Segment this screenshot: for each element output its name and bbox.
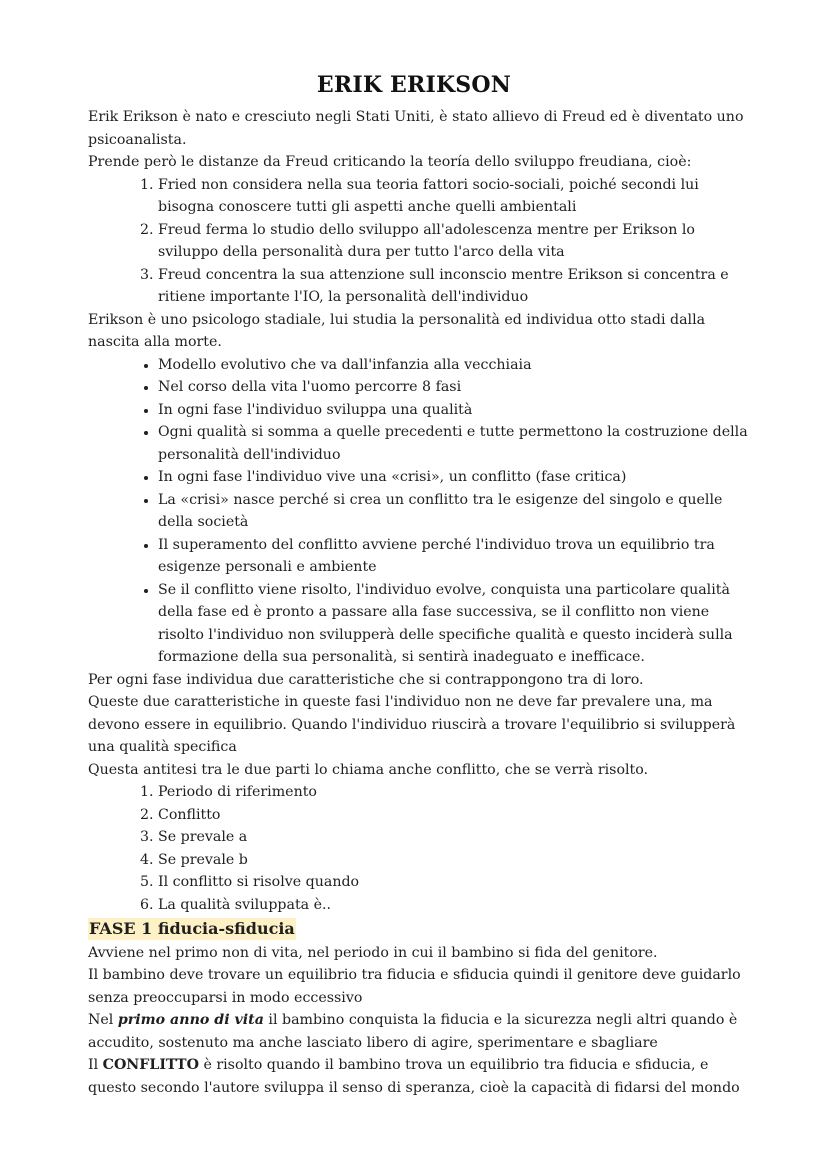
text-span: Il [88,1057,103,1073]
criticisms-list [88,174,748,309]
stages-intro-paragraph: Erikson è uno psicologo stadiale, lui studia la personalità ed individua otto stadi dalla nascita alla morte. [88,311,706,350]
list-item: 1. Periodo di riferimento [158,781,748,804]
emphasis-conflict: CONFLITTO [102,1057,199,1073]
list-item: 3. Freud concentra la sua attenzione sull inconscio mentre Erikson si concentra e ritiene importante l'IO, la personalità dell'individuo [158,264,748,309]
list-item: 4. Se prevale b [158,849,748,872]
emphasis-first-year: primo anno di vita [117,1012,264,1028]
text-span: è risolto quando il bambino trova un equilibrio tra fiducia e sfiducia, e questo secondo l'autore sviluppa il senso di speranza, cioè la capacità di fidarsi del mondo [88,1057,740,1096]
list-item: • Modello evolutivo che va dall'infanzia alla vecchiaia [158,354,748,377]
list-item: 5. Il conflitto si risolve quando [158,871,748,894]
phase-1-heading-row [88,916,748,942]
list-item: • La «crisi» nasce perché si crea un conflitto tra le esigenze del singolo e quelle della società [158,489,748,534]
list-item: 6. La qualità sviluppata è.. [158,894,748,917]
middle-paragraph-2: Queste due caratteristiche in queste fasi l'individuo non ne deve far prevalere una, ma devono essere in equilibrio. Quando l'individuo riuscirà a trovare l'equilibrio si svilupperà una qualità specifica [88,694,736,755]
text-span: Nel [88,1012,118,1028]
phase-1-paragraph-1: Avviene nel primo non di vita, nel periodo in cui il bambino si fida del genitore. [88,944,658,961]
steps-list [88,781,748,916]
intro-paragraph-2: Prende però le distanze da Freud criticando la teoría dello sviluppo freudiana, cioè: [88,154,692,170]
list-item: 1. Fried non considera nella sua teoria fattori socio-sociali, poiché secondi lui bisogna conoscere tutti gli aspetti anche quelli ambientali [158,174,748,219]
document-body [88,106,748,1099]
text-span: il bambino conquista la fiducia e la sicurezza negli altri quando è accudito, sostenuto ma anche lasciato libero di agire, sperimentare e sbagliare [88,1012,738,1051]
list-item: • Nel corso della vita l'uomo percorre 8 fasi [158,376,748,399]
list-item: • Ogni qualità si somma a quelle precedenti e tutte permettono la costruzione della personalità dell'individuo [158,421,748,466]
list-item: • In ogni fase l'individuo vive una «crisi», un conflitto (fase critica) [158,466,748,489]
phase-1-paragraph-4 [88,1054,748,1099]
middle-paragraph-1: Per ogni fase individua due caratteristiche che si contrappongono tra di loro. [88,671,644,688]
page-title: ERIK ERIKSON [316,72,512,98]
list-item: • Il superamento del conflitto avviene perché l'individuo trova un equilibrio tra esigenze personali e ambiente [158,534,748,579]
list-item: • Se il conflitto viene risolto, l'individuo evolve, conquista una particolare qualità della fase ed è pronto a passare alla fase successiva, se il conflitto non viene risolto l'individuo non svilupperà delle specifiche qualità e questo inciderà sulla formazione della sua personalità, si sentirà inadeguato e inefficace. [158,579,748,669]
list-item: • In ogni fase l'individuo sviluppa una qualità [158,399,748,422]
phase-1-heading: FASE 1 fiducia-sfiducia [89,919,295,938]
phase-1-paragraph-2: Il bambino deve trovare un equilibrio tra fiducia e sfiducia quindi il genitore deve guidarlo senza preoccuparsi in modo eccessivo [88,967,741,1006]
list-item: 2. Freud ferma lo studio dello sviluppo all'adolescenza mentre per Erikson lo sviluppo della personalità dura per tutto l'arco della vita [158,219,748,264]
middle-paragraph-3: Questa antitesi tra le due parti lo chiama anche conflitto, che se verrà risolto. [88,761,649,778]
list-item: 2. Conflitto [158,804,748,827]
stages-bullet-list [88,354,748,669]
list-item: 3. Se prevale a [158,826,748,849]
phase-1-paragraph-3 [88,1009,748,1054]
intro-paragraph-1: Erik Erikson è nato e cresciuto negli Stati Uniti, è stato allievo di Freud ed è diventato uno psicoanalista. [88,109,744,148]
